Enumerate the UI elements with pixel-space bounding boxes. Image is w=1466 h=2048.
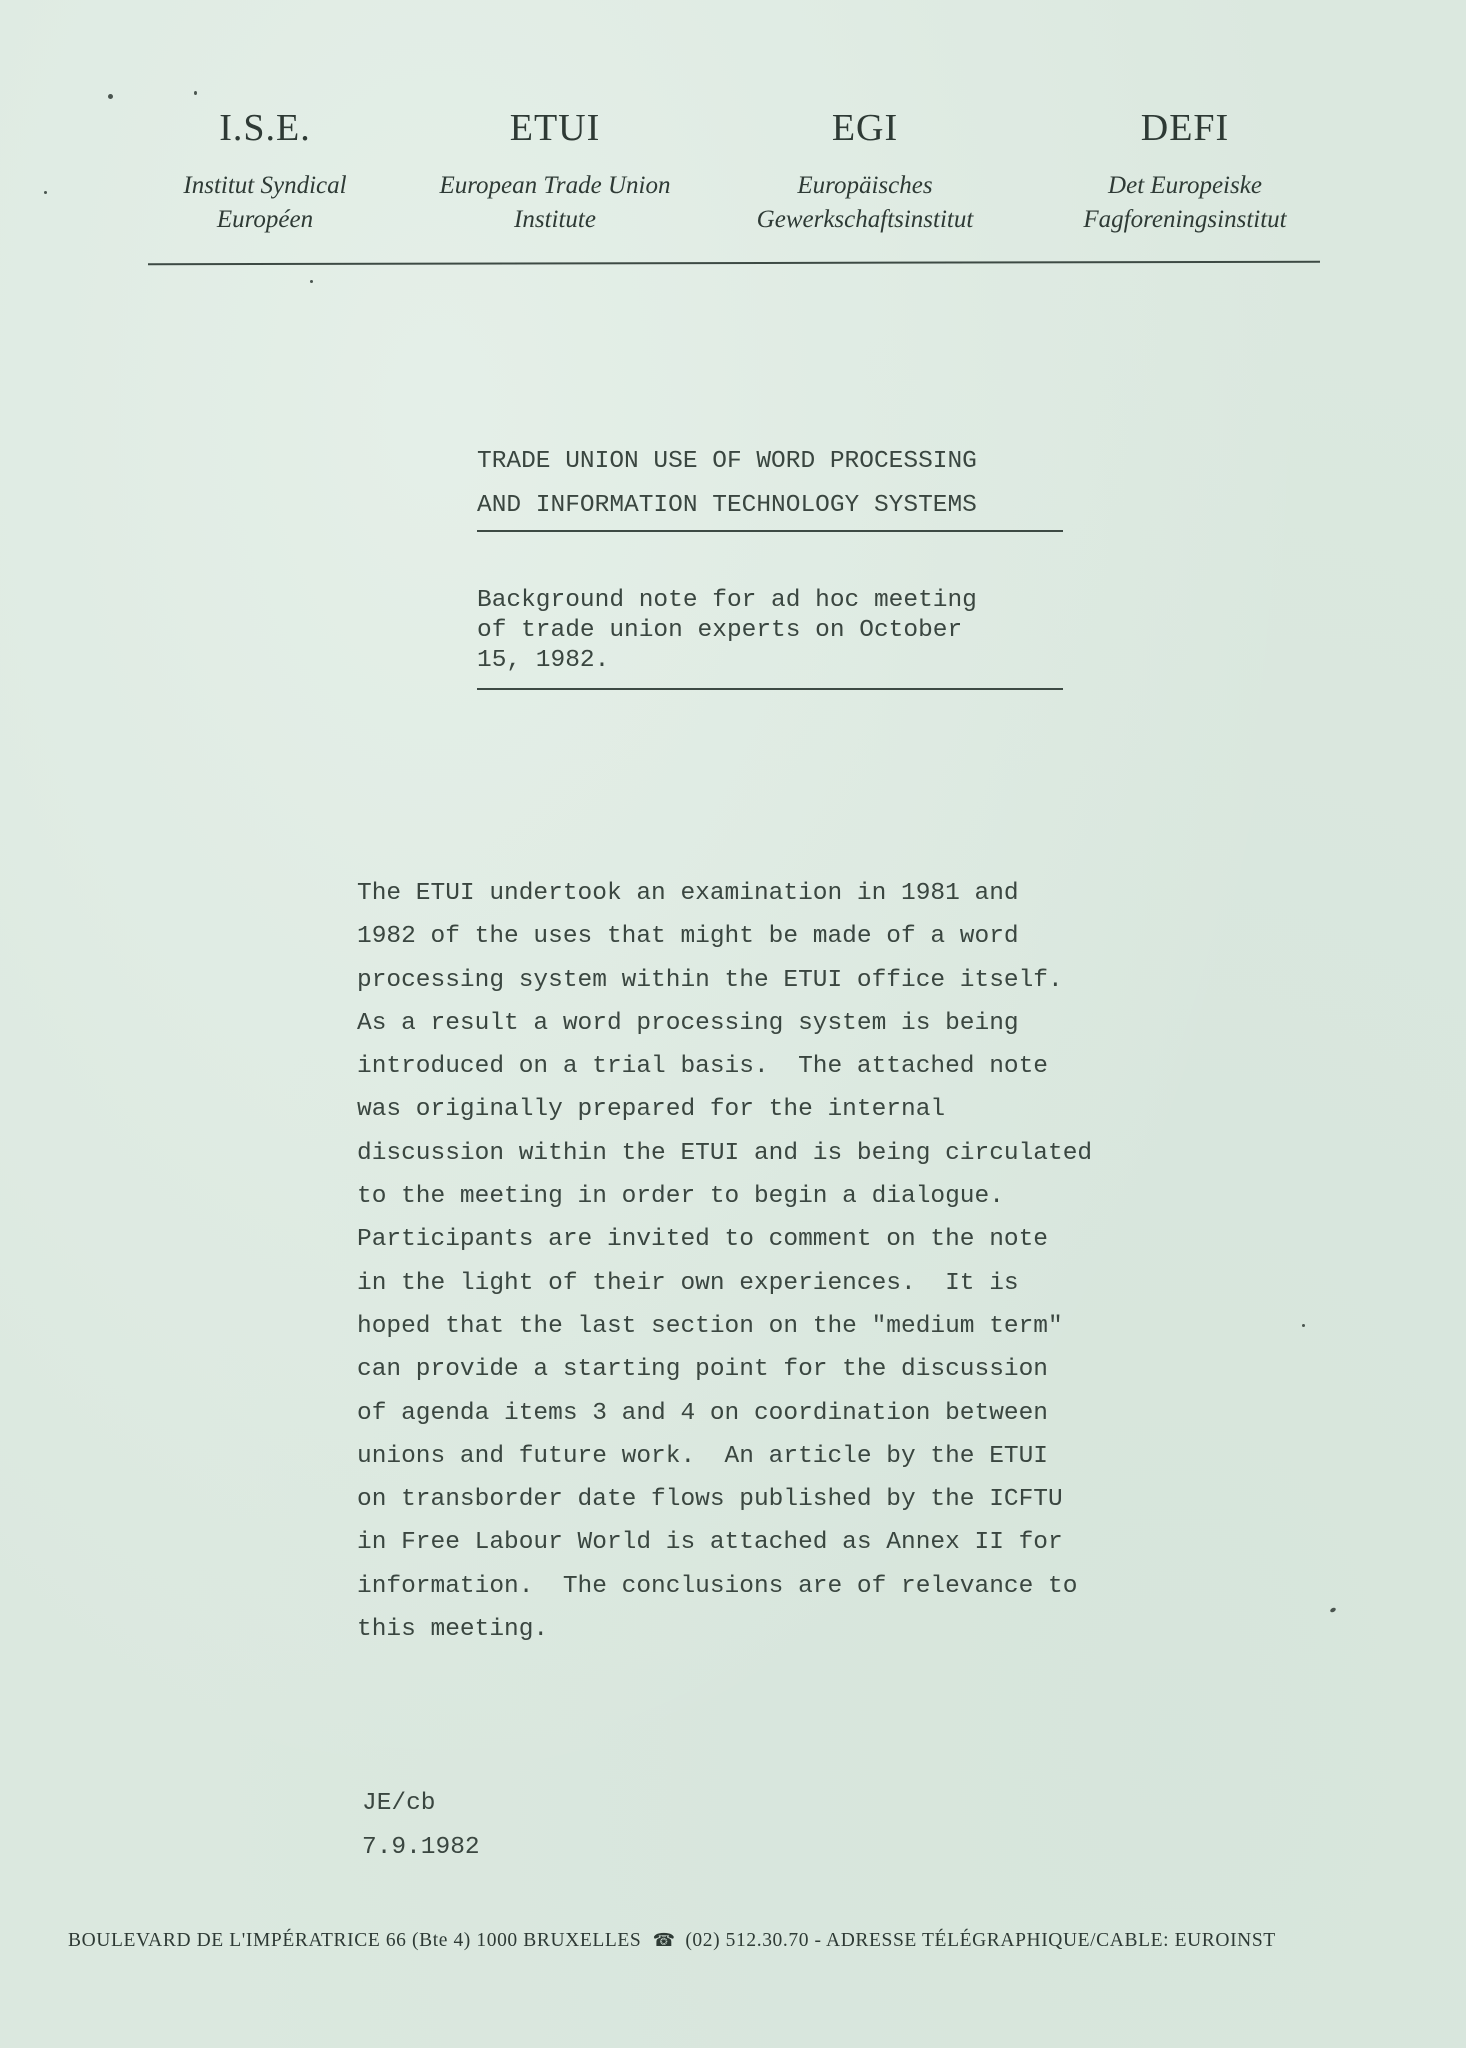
body-line: to the meeting in order to begin a dialogue. bbox=[357, 1183, 1004, 1211]
letterhead-header bbox=[135, 105, 1325, 265]
body-line: of agenda items 3 and 4 on coordination between bbox=[357, 1399, 1049, 1427]
title-line: AND INFORMATION TECHNOLOGY SYSTEMS bbox=[477, 492, 977, 519]
org-defi-name: Det Europeiske Fagforeningsinstitut bbox=[1083, 172, 1287, 233]
paper-speck bbox=[1329, 1607, 1336, 1613]
body-line: on transborder date flows published by the ICFTU bbox=[357, 1486, 1063, 1514]
body-line: in the light of their own experiences. It is bbox=[357, 1269, 1019, 1297]
body-line: introduced on a trial basis. The attached note bbox=[357, 1053, 1049, 1081]
footer-contact: (02) 512.30.70 - ADRESSE TÉLÉGRAPHIQUE/CABLE: EUROINST bbox=[685, 1930, 1276, 1951]
paper-speck bbox=[1302, 1324, 1305, 1327]
org-egi-abbr: EGI bbox=[831, 107, 899, 149]
paper-speck bbox=[194, 91, 197, 95]
document-subtitle bbox=[477, 586, 1077, 676]
body-line: information. The conclusions are of relevance to bbox=[357, 1572, 1078, 1600]
subtitle-line: 15, 1982. bbox=[477, 647, 610, 674]
org-ise-name: Institut Syndical Européen bbox=[183, 172, 347, 233]
body-line: The ETUI undertook an examination in 1981 and bbox=[357, 880, 1019, 907]
body-line: Participants are invited to comment on the note bbox=[357, 1226, 1049, 1254]
org-etui bbox=[395, 105, 715, 237]
body-line: discussion within the ETUI and is being circulated bbox=[357, 1139, 1093, 1167]
paper-speck bbox=[108, 94, 113, 99]
telephone-icon: ☎ bbox=[652, 1930, 676, 1951]
title-underline bbox=[477, 530, 1063, 532]
paper-speck bbox=[44, 191, 47, 194]
paper-speck bbox=[310, 280, 313, 283]
body-line: unions and future work. An article by the ETUI bbox=[357, 1442, 1049, 1470]
org-egi-name: Europäisches Gewerkschaftsinstitut bbox=[756, 172, 974, 233]
subtitle-line: of trade union experts on October bbox=[477, 617, 963, 644]
body-line: can provide a starting point for the discussion bbox=[357, 1356, 1049, 1384]
body-line: was originally prepared for the internal bbox=[357, 1096, 946, 1124]
body-line: processing system within the ETUI office itself. bbox=[357, 966, 1063, 994]
title-line: TRADE UNION USE OF WORD PROCESSING bbox=[477, 448, 977, 475]
body-line: hoped that the last section on the "medium term" bbox=[357, 1312, 1063, 1340]
letterhead-footer bbox=[68, 1930, 1428, 1952]
document-title bbox=[477, 440, 1077, 528]
body-line: in Free Labour World is attached as Annex II for bbox=[357, 1529, 1063, 1557]
subtitle-line: Background note for ad hoc meeting bbox=[477, 587, 977, 614]
body-line: As a result a word processing system is being bbox=[357, 1009, 1019, 1037]
footer-address: BOULEVARD DE L'IMPÉRATRICE 66 (Bte 4) 1000 BRUXELLES bbox=[68, 1930, 642, 1951]
subtitle-underline bbox=[477, 688, 1063, 690]
org-etui-abbr: ETUI bbox=[509, 107, 601, 149]
body-line: 1982 of the uses that might be made of a word bbox=[357, 923, 1019, 951]
org-ise-abbr: I.S.E. bbox=[219, 107, 311, 149]
org-defi bbox=[1025, 105, 1345, 237]
org-defi-abbr: DEFI bbox=[1140, 107, 1230, 149]
body-paragraph bbox=[357, 872, 1237, 1651]
org-etui-name: European Trade Union Institute bbox=[439, 172, 671, 233]
signature-initials: JE/cb bbox=[362, 1790, 436, 1817]
org-ise bbox=[105, 105, 425, 237]
body-line: this meeting. bbox=[357, 1616, 549, 1644]
org-egi bbox=[705, 105, 1025, 237]
signature-block bbox=[362, 1782, 480, 1870]
signature-date: 7.9.1982 bbox=[362, 1834, 480, 1861]
